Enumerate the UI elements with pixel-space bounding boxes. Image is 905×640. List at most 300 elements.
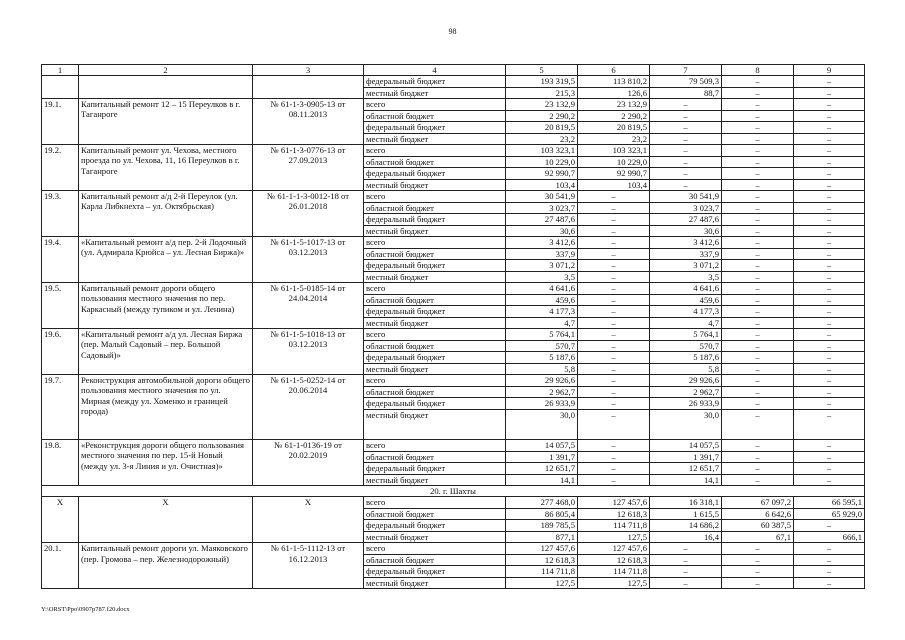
value-cell: – <box>578 306 650 318</box>
value-cell: – <box>794 202 865 214</box>
value-cell: 12 618,3 <box>578 508 650 520</box>
budget-source-label: областной бюджет <box>364 110 506 122</box>
value-cell: – <box>722 554 794 566</box>
value-cell: – <box>578 329 650 341</box>
item-name: Капитальный ремонт 12 – 15 Переулков в г. Таганроге <box>79 99 253 145</box>
budget-source-label: всего <box>364 145 506 157</box>
value-cell: 29 926,6 <box>650 375 722 387</box>
value-cell: – <box>722 76 794 88</box>
value-cell: 877,1 <box>506 531 578 543</box>
value-cell: 2 962,7 <box>506 386 578 398</box>
budget-source-label: местный бюджет <box>364 531 506 543</box>
value-cell: – <box>722 145 794 157</box>
item-document: № 61-1-5-1017-13 от 03.12.2013 <box>253 237 364 283</box>
value-cell: – <box>794 122 865 134</box>
value-cell: 3 412,6 <box>506 237 578 249</box>
budget-source-label: местный бюджет <box>364 409 506 440</box>
value-cell: 3 071,2 <box>506 260 578 272</box>
value-cell: 12 618,3 <box>578 554 650 566</box>
value-cell: – <box>794 271 865 283</box>
value-cell: – <box>650 145 722 157</box>
value-cell: 12 651,7 <box>506 463 578 475</box>
value-cell: 26 933,9 <box>650 398 722 410</box>
value-cell: – <box>722 329 794 341</box>
value-cell: 3,5 <box>650 271 722 283</box>
value-cell: – <box>722 340 794 352</box>
value-cell: – <box>722 168 794 180</box>
value-cell: – <box>650 99 722 111</box>
value-cell: 14,1 <box>650 474 722 486</box>
budget-source-label: областной бюджет <box>364 156 506 168</box>
item-name: Капитальный ремонт а/д 2-й Переулок (ул. Карла Либкнехта – ул. Октябрьская) <box>79 191 253 237</box>
header-row <box>42 65 865 76</box>
budget-source-label: местный бюджет <box>364 179 506 191</box>
value-cell: – <box>578 294 650 306</box>
value-cell: 14 686,2 <box>650 520 722 532</box>
value-cell: – <box>722 214 794 226</box>
value-cell: 3 071,2 <box>650 260 722 272</box>
item-name: «Реконструкция дороги общего пользования местного значения по пер. 15-й Новый (между ул. 3-я Линия и ул. Очистная)» <box>79 440 253 486</box>
empty-cell <box>42 76 79 99</box>
value-cell: 20 819,5 <box>578 122 650 134</box>
value-cell: 4,7 <box>650 317 722 329</box>
value-cell: – <box>578 352 650 364</box>
value-cell: – <box>722 133 794 145</box>
value-cell: 12 618,3 <box>506 554 578 566</box>
value-cell: – <box>722 271 794 283</box>
budget-source-label: федеральный бюджет <box>364 352 506 364</box>
value-cell: – <box>722 283 794 295</box>
value-cell: – <box>722 463 794 475</box>
value-cell: 65 929,0 <box>794 508 865 520</box>
column-number-header: 1 <box>42 65 79 76</box>
value-cell: 127 457,6 <box>578 497 650 509</box>
table-body <box>42 65 865 589</box>
file-path-footer: Y:\ORST\Ppo\0907p787.f20.docx <box>41 606 130 613</box>
item-document: № 61-1-3-0776-13 от 27.09.2013 <box>253 145 364 191</box>
budget-source-label: федеральный бюджет <box>364 398 506 410</box>
value-cell: 5 187,6 <box>506 352 578 364</box>
value-cell: 277 468,0 <box>506 497 578 509</box>
value-cell: – <box>578 409 650 440</box>
budget-source-label: областной бюджет <box>364 386 506 398</box>
value-cell: – <box>794 191 865 203</box>
value-cell: – <box>794 375 865 387</box>
item-number: 20.1. <box>42 543 79 589</box>
value-cell: 30 541,9 <box>650 191 722 203</box>
value-cell: 3 023,7 <box>506 202 578 214</box>
value-cell: 2 290,2 <box>506 110 578 122</box>
value-cell: – <box>794 463 865 475</box>
value-cell: – <box>578 474 650 486</box>
value-cell: – <box>794 145 865 157</box>
value-cell: – <box>722 99 794 111</box>
budget-source-label: всего <box>364 329 506 341</box>
total-marker: X <box>253 497 364 543</box>
column-number-header: 4 <box>364 65 506 76</box>
item-name: Капитальный ремонт ул. Чехова, местного проезда по ул. Чехова, 11, 16 Переулков в г. Таганроге <box>79 145 253 191</box>
budget-source-label: федеральный бюджет <box>364 122 506 134</box>
budget-source-label: всего <box>364 543 506 555</box>
value-cell: 113 810,2 <box>578 76 650 88</box>
value-cell: – <box>794 133 865 145</box>
value-cell: – <box>578 271 650 283</box>
value-cell: 127,5 <box>506 577 578 589</box>
value-cell: 92 990,7 <box>578 168 650 180</box>
value-cell: 103 323,1 <box>578 145 650 157</box>
budget-table <box>41 64 865 589</box>
value-cell: – <box>794 294 865 306</box>
value-cell: 27 487,6 <box>650 214 722 226</box>
item-number: 19.4. <box>42 237 79 283</box>
value-cell: 30 541,9 <box>506 191 578 203</box>
budget-source-label: федеральный бюджет <box>364 520 506 532</box>
value-cell: 4 641,6 <box>650 283 722 295</box>
value-cell: 3,5 <box>506 271 578 283</box>
value-cell: 127 457,6 <box>578 543 650 555</box>
value-cell: 114 711,8 <box>578 520 650 532</box>
value-cell: 5 764,1 <box>506 329 578 341</box>
empty-cell <box>253 76 364 99</box>
item-name: Реконструкция автомобильной дороги общего пользования местного значения по ул. Мирная (между ул. Хоменко и границей города) <box>79 375 253 440</box>
value-cell: – <box>578 202 650 214</box>
page-number: 98 <box>448 27 457 36</box>
value-cell: 29 926,6 <box>506 375 578 387</box>
budget-source-label: областной бюджет <box>364 340 506 352</box>
budget-source-label: всего <box>364 375 506 387</box>
table-row <box>42 76 865 88</box>
value-cell: – <box>794 474 865 486</box>
value-cell: – <box>722 87 794 99</box>
value-cell: – <box>722 122 794 134</box>
value-cell: – <box>722 440 794 452</box>
value-cell: 114 711,8 <box>506 566 578 578</box>
value-cell: 23 132,9 <box>506 99 578 111</box>
value-cell: – <box>650 543 722 555</box>
value-cell: – <box>722 306 794 318</box>
value-cell: – <box>794 110 865 122</box>
value-cell: 193 319,5 <box>506 76 578 88</box>
value-cell: – <box>794 398 865 410</box>
value-cell: 14,1 <box>506 474 578 486</box>
budget-source-label: местный бюджет <box>364 87 506 99</box>
item-document: № 61-1-3-0905-13 от 08.11.2013 <box>253 99 364 145</box>
item-name: Капитальный ремонт дороги ул. Маяковского (пер. Громова – пер. Железнодорожный) <box>79 543 253 589</box>
value-cell: – <box>794 520 865 532</box>
value-cell: 10 229,0 <box>578 156 650 168</box>
table-row <box>42 145 865 157</box>
item-document: № 61-1-5-0185-14 от 24.04.2014 <box>253 283 364 329</box>
value-cell: – <box>722 179 794 191</box>
value-cell: 5,8 <box>650 363 722 375</box>
value-cell: – <box>722 191 794 203</box>
value-cell: – <box>578 363 650 375</box>
value-cell: 4 177,3 <box>650 306 722 318</box>
value-cell: – <box>650 554 722 566</box>
value-cell: 86 805,4 <box>506 508 578 520</box>
value-cell: – <box>722 566 794 578</box>
value-cell: – <box>794 248 865 260</box>
value-cell: – <box>794 283 865 295</box>
value-cell: – <box>722 352 794 364</box>
value-cell: 92 990,7 <box>506 168 578 180</box>
value-cell: 5 187,6 <box>650 352 722 364</box>
value-cell: – <box>650 156 722 168</box>
column-number-header: 6 <box>578 65 650 76</box>
table-row <box>42 497 865 509</box>
column-number-header: 7 <box>650 65 722 76</box>
value-cell: – <box>578 386 650 398</box>
value-cell: – <box>722 543 794 555</box>
budget-source-label: местный бюджет <box>364 271 506 283</box>
value-cell: – <box>794 329 865 341</box>
value-cell: 6 642,6 <box>722 508 794 520</box>
budget-source-label: федеральный бюджет <box>364 214 506 226</box>
value-cell: – <box>794 363 865 375</box>
value-cell: – <box>794 577 865 589</box>
value-cell: 30,6 <box>506 225 578 237</box>
value-cell: – <box>650 577 722 589</box>
value-cell: 23,2 <box>578 133 650 145</box>
value-cell: – <box>794 260 865 272</box>
value-cell: 570,7 <box>650 340 722 352</box>
value-cell: 126,6 <box>578 87 650 99</box>
budget-source-label: федеральный бюджет <box>364 566 506 578</box>
value-cell: 459,6 <box>506 294 578 306</box>
value-cell: 5 764,1 <box>650 329 722 341</box>
value-cell: 14 057,5 <box>506 440 578 452</box>
value-cell: – <box>578 340 650 352</box>
item-name: «Капитальный ремонт а/д пер. 2-й Лодочный (ул. Адмирала Крюйса – ул. Лесная Биржа)» <box>79 237 253 283</box>
value-cell: 337,9 <box>506 248 578 260</box>
value-cell: – <box>650 133 722 145</box>
value-cell: – <box>578 214 650 226</box>
value-cell: – <box>794 225 865 237</box>
value-cell: – <box>650 179 722 191</box>
value-cell: 103 323,1 <box>506 145 578 157</box>
value-cell: 4,7 <box>506 317 578 329</box>
value-cell: – <box>794 409 865 440</box>
table-row <box>42 543 865 555</box>
item-number: 19.1. <box>42 99 79 145</box>
value-cell: – <box>794 156 865 168</box>
value-cell: 23,2 <box>506 133 578 145</box>
value-cell: 12 651,7 <box>650 463 722 475</box>
value-cell: 114 711,8 <box>578 566 650 578</box>
item-name: Капитальный ремонт дороги общего пользования местного значения по пер. Каркасный (между тупиком и ул. Ленина) <box>79 283 253 329</box>
item-document: № 61-1-1-3-0012-18 от 26.01.2018 <box>253 191 364 237</box>
value-cell: – <box>650 110 722 122</box>
item-number: 19.3. <box>42 191 79 237</box>
value-cell: 570,7 <box>506 340 578 352</box>
item-document: № 61-1-5-1112-13 от 16.12.2013 <box>253 543 364 589</box>
value-cell: – <box>578 440 650 452</box>
item-number: 19.5. <box>42 283 79 329</box>
value-cell: – <box>794 451 865 463</box>
value-cell: – <box>722 577 794 589</box>
value-cell: – <box>794 386 865 398</box>
value-cell: 20 819,5 <box>506 122 578 134</box>
value-cell: 79 509,3 <box>650 76 722 88</box>
value-cell: 10 229,0 <box>506 156 578 168</box>
value-cell: 88,7 <box>650 87 722 99</box>
value-cell: 5,8 <box>506 363 578 375</box>
value-cell: 4 177,3 <box>506 306 578 318</box>
value-cell: – <box>722 363 794 375</box>
budget-source-label: местный бюджет <box>364 225 506 237</box>
value-cell: – <box>578 463 650 475</box>
value-cell: – <box>794 440 865 452</box>
item-name: «Капитальный ремонт а/д ул. Лесная Биржа (пер. Малый Садовый – пер. Большой Садовый)» <box>79 329 253 375</box>
value-cell: – <box>722 110 794 122</box>
budget-source-label: федеральный бюджет <box>364 306 506 318</box>
table-row <box>42 283 865 295</box>
value-cell: – <box>794 168 865 180</box>
table-row <box>42 99 865 111</box>
value-cell: – <box>794 214 865 226</box>
item-document: № 61-1-0136-19 от 20.02.2019 <box>253 440 364 486</box>
value-cell: 16,4 <box>650 531 722 543</box>
value-cell: – <box>722 409 794 440</box>
value-cell: 127,5 <box>578 577 650 589</box>
value-cell: – <box>578 191 650 203</box>
value-cell: – <box>722 237 794 249</box>
budget-source-label: всего <box>364 440 506 452</box>
value-cell: 4 641,6 <box>506 283 578 295</box>
value-cell: – <box>794 317 865 329</box>
budget-source-label: областной бюджет <box>364 508 506 520</box>
value-cell: – <box>578 260 650 272</box>
value-cell: 26 933,9 <box>506 398 578 410</box>
value-cell: 103,4 <box>578 179 650 191</box>
value-cell: 127,5 <box>578 531 650 543</box>
section-title: 20. г. Шахты <box>42 486 865 497</box>
value-cell: – <box>722 474 794 486</box>
budget-source-label: местный бюджет <box>364 363 506 375</box>
value-cell: 27 487,6 <box>506 214 578 226</box>
column-number-header: 8 <box>722 65 794 76</box>
value-cell: – <box>794 179 865 191</box>
value-cell: 127 457,6 <box>506 543 578 555</box>
budget-source-label: местный бюджет <box>364 577 506 589</box>
budget-source-label: местный бюджет <box>364 474 506 486</box>
budget-source-label: областной бюджет <box>364 294 506 306</box>
budget-source-label: всего <box>364 237 506 249</box>
budget-source-label: местный бюджет <box>364 317 506 329</box>
column-number-header: 2 <box>79 65 253 76</box>
value-cell: – <box>722 294 794 306</box>
budget-source-label: областной бюджет <box>364 248 506 260</box>
value-cell: 2 290,2 <box>578 110 650 122</box>
value-cell: – <box>578 317 650 329</box>
value-cell: 30,0 <box>650 409 722 440</box>
budget-source-label: федеральный бюджет <box>364 76 506 88</box>
value-cell: – <box>794 87 865 99</box>
value-cell: 30,0 <box>506 409 578 440</box>
value-cell: 1 615,5 <box>650 508 722 520</box>
budget-source-label: всего <box>364 191 506 203</box>
budget-source-label: всего <box>364 99 506 111</box>
item-number: 19.2. <box>42 145 79 191</box>
value-cell: – <box>794 566 865 578</box>
value-cell: – <box>794 543 865 555</box>
value-cell: 459,6 <box>650 294 722 306</box>
value-cell: 2 962,7 <box>650 386 722 398</box>
value-cell: – <box>794 340 865 352</box>
budget-source-label: федеральный бюджет <box>364 168 506 180</box>
value-cell: – <box>794 554 865 566</box>
value-cell: – <box>578 248 650 260</box>
value-cell: – <box>722 386 794 398</box>
column-number-header: 3 <box>253 65 364 76</box>
value-cell: – <box>722 156 794 168</box>
value-cell: 14 057,5 <box>650 440 722 452</box>
table-row <box>42 237 865 249</box>
table-row <box>42 375 865 387</box>
value-cell: – <box>578 375 650 387</box>
column-number-header: 5 <box>506 65 578 76</box>
budget-source-label: федеральный бюджет <box>364 463 506 475</box>
value-cell: 103,4 <box>506 179 578 191</box>
total-marker: X <box>42 497 79 543</box>
value-cell: – <box>722 225 794 237</box>
value-cell: – <box>794 237 865 249</box>
table-row <box>42 329 865 341</box>
value-cell: 1 391,7 <box>650 451 722 463</box>
value-cell: 23 132,9 <box>578 99 650 111</box>
value-cell: – <box>650 168 722 180</box>
value-cell: 3 412,6 <box>650 237 722 249</box>
table-row <box>42 440 865 452</box>
value-cell: 67 097,2 <box>722 497 794 509</box>
item-number: 19.6. <box>42 329 79 375</box>
item-document: № 61-1-5-0252-14 от 20.06.2014 <box>253 375 364 440</box>
value-cell: – <box>722 398 794 410</box>
budget-source-label: местный бюджет <box>364 133 506 145</box>
value-cell: 3 023,7 <box>650 202 722 214</box>
section-title-row <box>42 486 865 497</box>
budget-source-label: областной бюджет <box>364 451 506 463</box>
table-row <box>42 191 865 203</box>
value-cell: 189 785,5 <box>506 520 578 532</box>
value-cell: – <box>578 225 650 237</box>
item-number: 19.8. <box>42 440 79 486</box>
empty-cell <box>79 76 253 99</box>
value-cell: – <box>578 451 650 463</box>
value-cell: – <box>794 99 865 111</box>
value-cell: – <box>650 566 722 578</box>
budget-source-label: всего <box>364 283 506 295</box>
budget-source-label: областной бюджет <box>364 554 506 566</box>
value-cell: – <box>722 260 794 272</box>
value-cell: – <box>650 122 722 134</box>
value-cell: – <box>722 202 794 214</box>
value-cell: – <box>722 317 794 329</box>
budget-source-label: областной бюджет <box>364 202 506 214</box>
value-cell: 67,1 <box>722 531 794 543</box>
value-cell: – <box>578 237 650 249</box>
value-cell: 666,1 <box>794 531 865 543</box>
value-cell: 1 391,7 <box>506 451 578 463</box>
total-marker: X <box>79 497 253 543</box>
value-cell: – <box>722 248 794 260</box>
value-cell: – <box>794 306 865 318</box>
item-document: № 61-1-5-1018-13 от 03.12.2013 <box>253 329 364 375</box>
value-cell: 30,6 <box>650 225 722 237</box>
value-cell: 337,9 <box>650 248 722 260</box>
value-cell: 16 318,1 <box>650 497 722 509</box>
value-cell: – <box>578 283 650 295</box>
